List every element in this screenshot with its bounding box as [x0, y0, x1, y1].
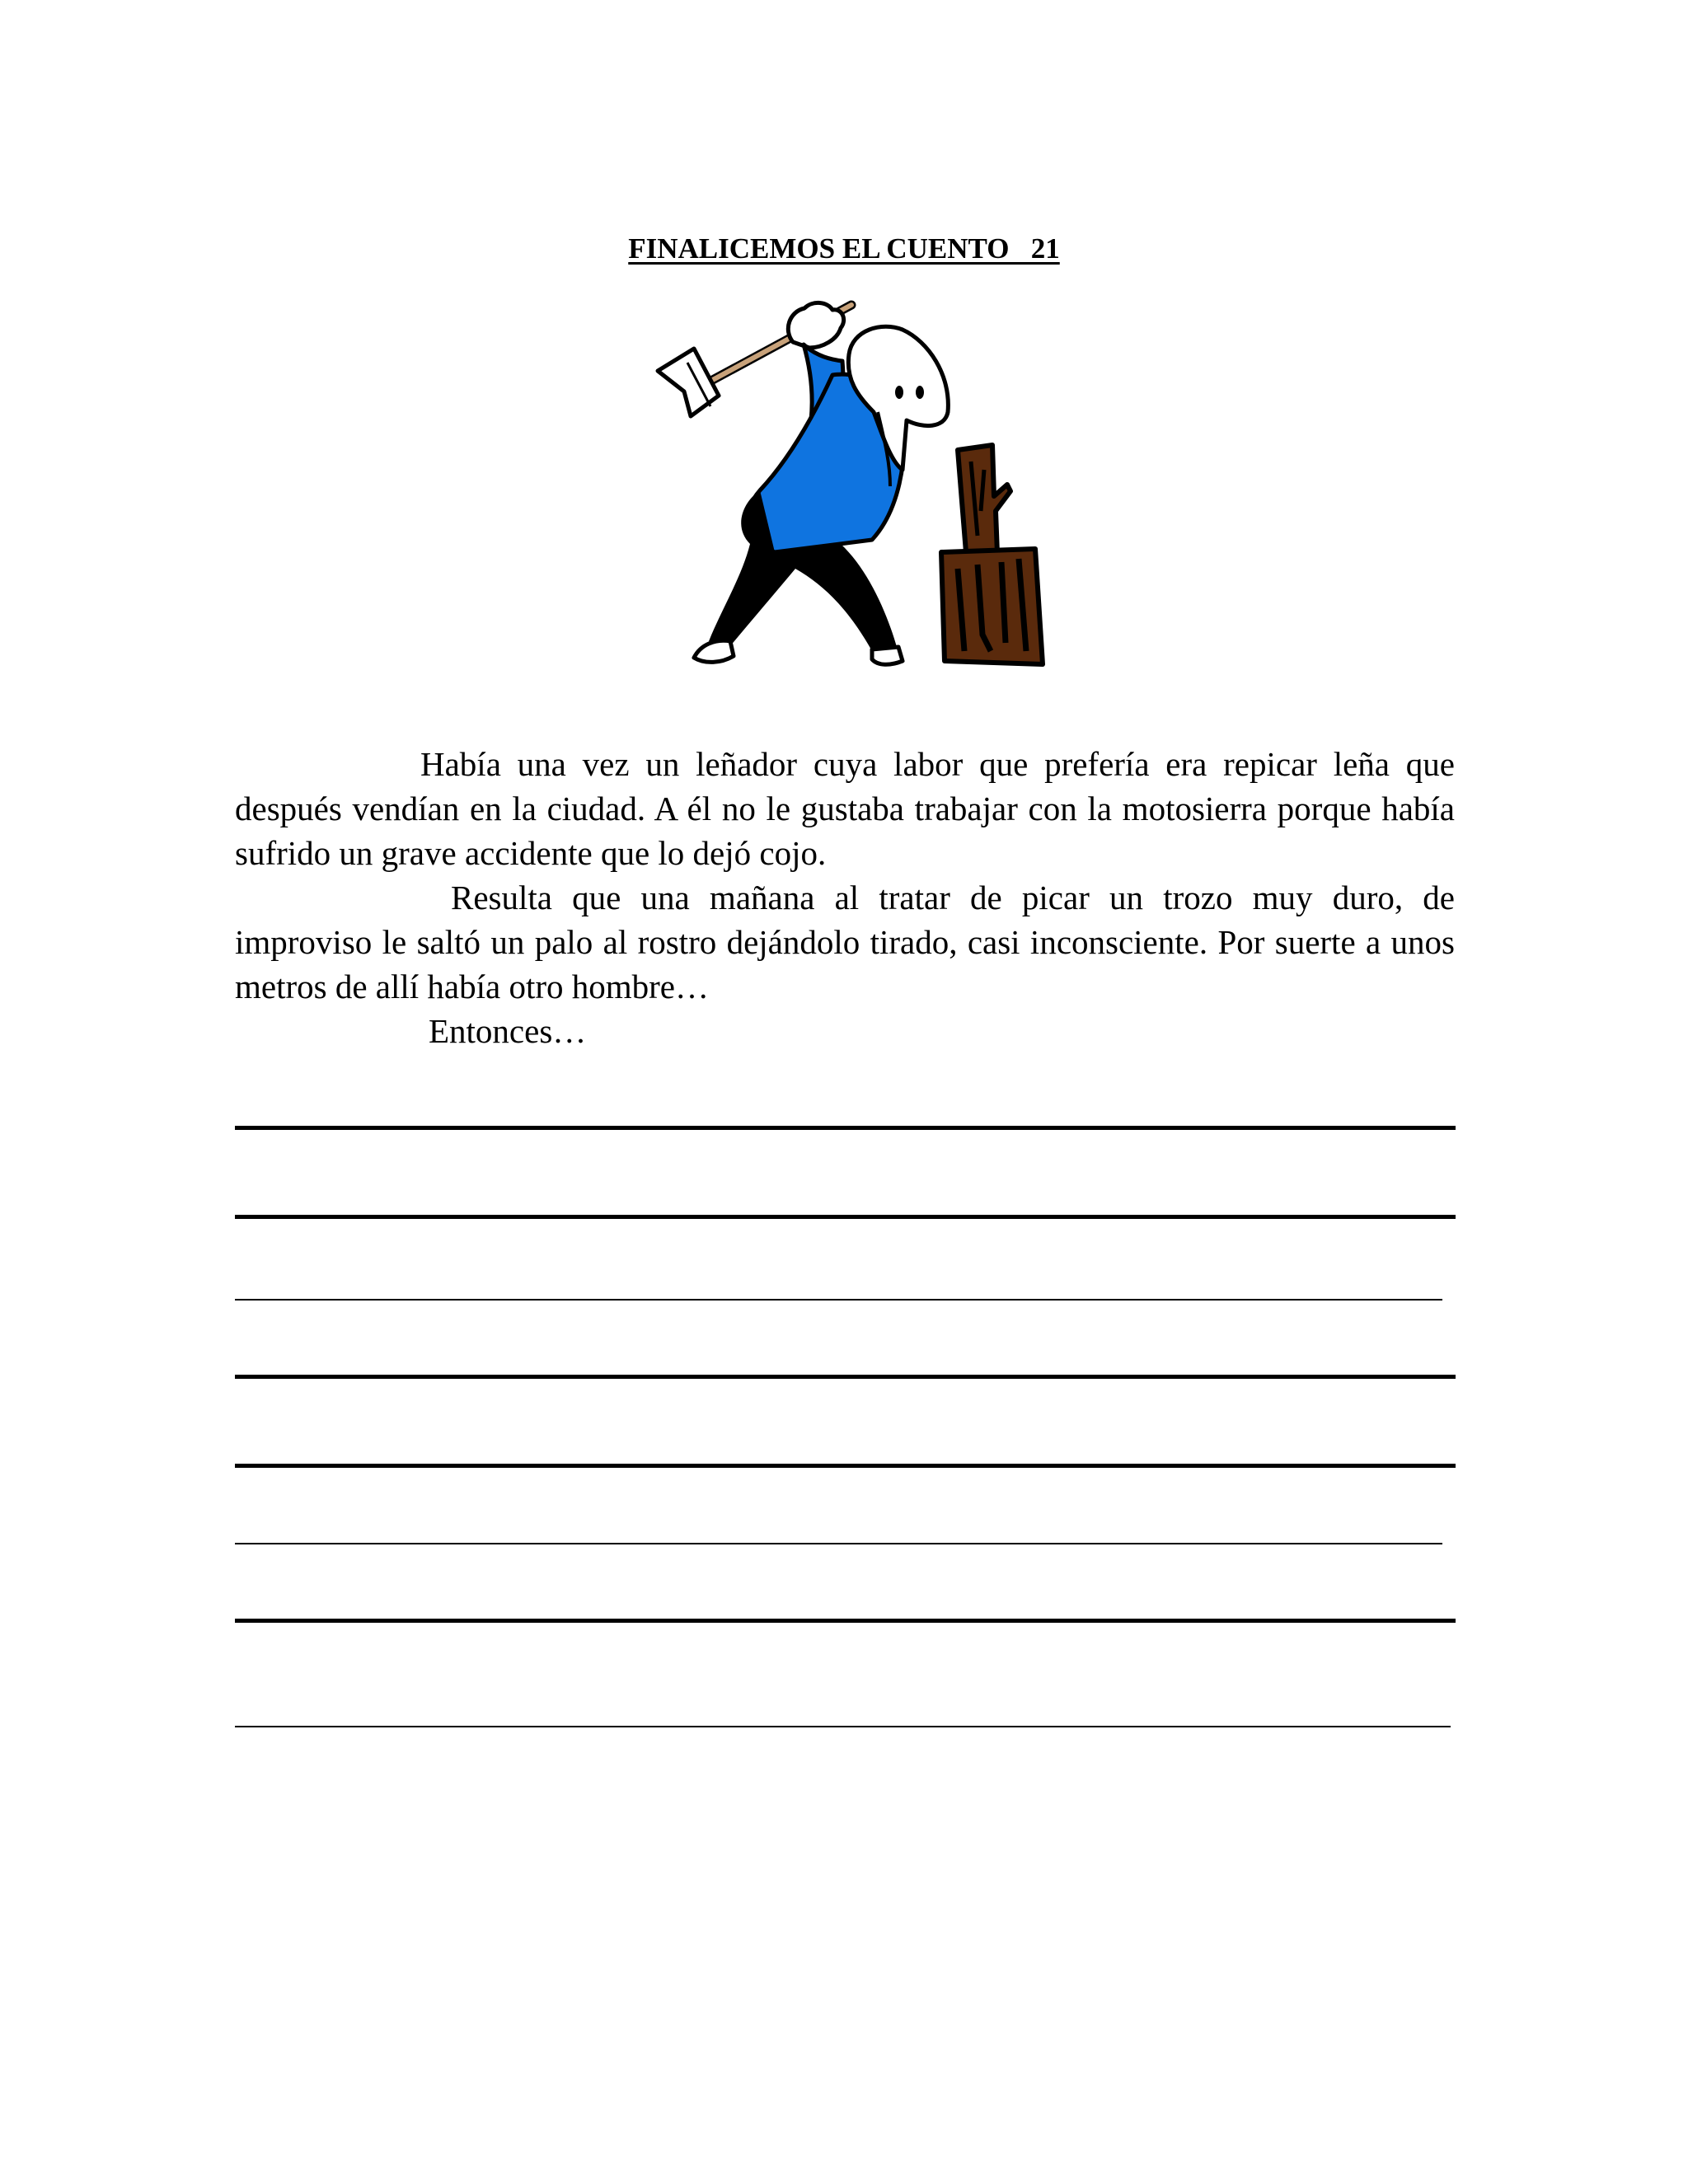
- writing-line[interactable]: [235, 1375, 1456, 1379]
- story-text: [235, 742, 1455, 1053]
- firewood-icon: [941, 445, 1043, 664]
- writing-line[interactable]: [235, 1126, 1456, 1130]
- writing-line[interactable]: [235, 1215, 1456, 1219]
- story-paragraph: Entonces…: [429, 1012, 587, 1050]
- writing-line[interactable]: [235, 1726, 1451, 1727]
- story-paragraph: Resulta que una mañana al tratar de picar un trozo muy duro, de improviso le saltó un palo al rostro dejándolo tirado, casi inconsciente. Por suerte a unos metros de allí había otro hombre…: [235, 879, 1455, 1005]
- woodcutter-chopping-wood-icon: [651, 297, 1047, 677]
- writing-line[interactable]: [235, 1464, 1456, 1468]
- writing-line[interactable]: [235, 1543, 1442, 1544]
- writing-line[interactable]: [235, 1299, 1442, 1301]
- page-title: FINALICEMOS EL CUENTO 21: [628, 232, 1060, 265]
- story-paragraph: Había una vez un leñador cuya labor que prefería era repicar leña que después vendían en la ciudad. A él no le gustaba trabajar con la motosierra porque había sufrido un grave accidente que lo dejó cojo.: [235, 745, 1455, 872]
- writing-line[interactable]: [235, 1619, 1456, 1623]
